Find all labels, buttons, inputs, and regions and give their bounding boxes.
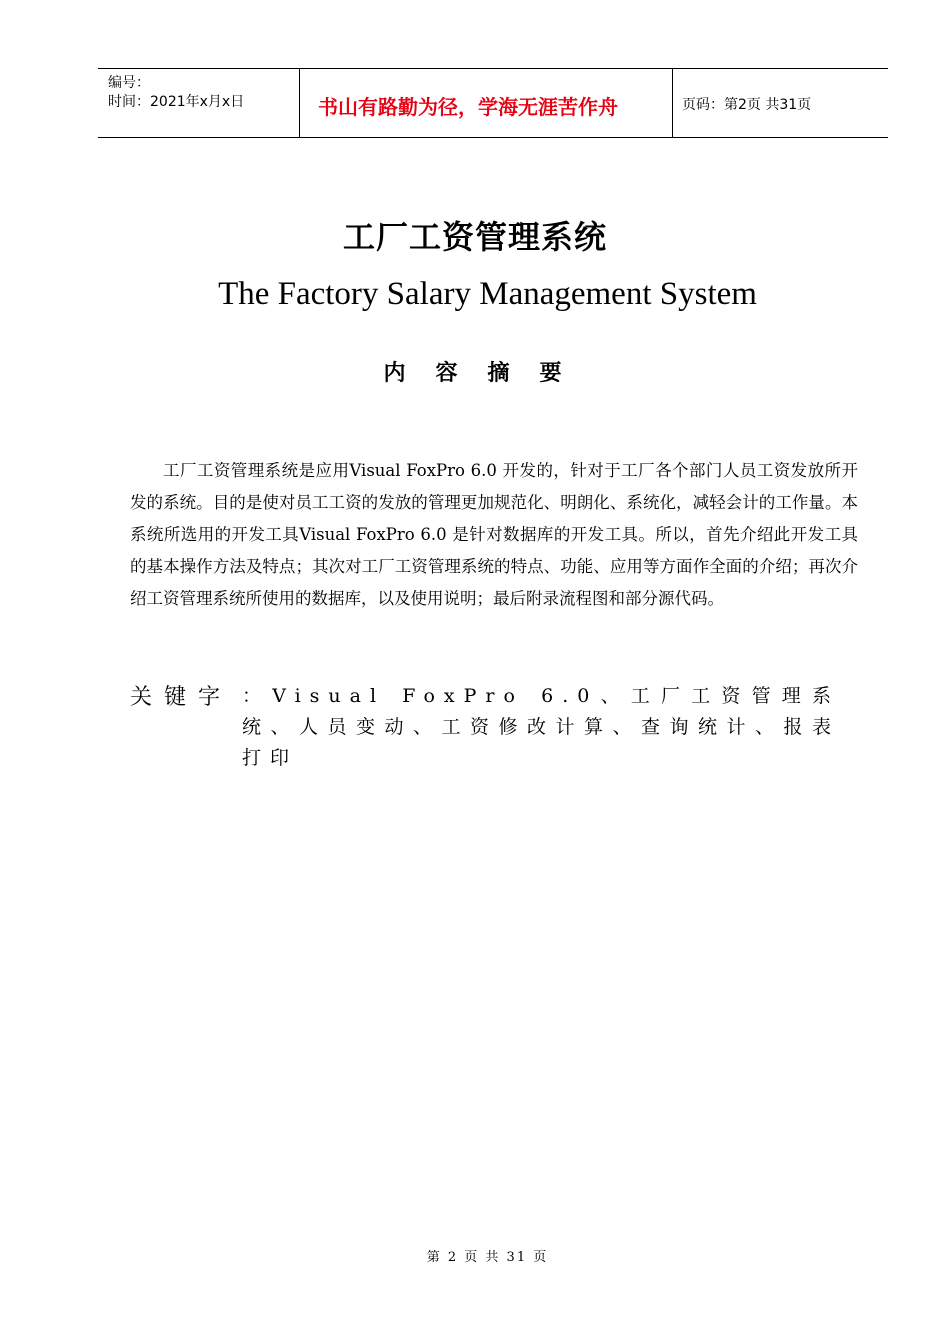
number-label: 编号： [108,75,150,91]
header-meta-cell [98,69,300,137]
abstract-heading: 内容摘要 [383,361,592,386]
motto-text: 书山有路勤为径，学海无涯苦作舟 [318,95,618,119]
keywords-label: 关键字 [130,685,233,710]
page-header [98,68,888,138]
page-info: 页码：第2页 共31页 [682,97,812,113]
abstract-body: 工厂工资管理系统是应用Visual FoxPro 6.0 开发的，针对于工厂各个部门人员工资发放所开发的系统。目的是使对员工工资的发放的管理更加规范化、明朗化、系统化，减轻会计的工作量。本系统所选用的开发工具Visual FoxPro 6.0 是针对数据库的开发工具。所以，首先介绍此开发工具的基本操作方法及特点；其次对工厂工资管理系统的特点、功能、应用等方面作全面的介绍；再次介绍工资管理系统所使用的数据库，以及使用说明；最后附录流程图和部分源代码。 [130,461,858,608]
header-motto-cell [300,69,673,137]
title-chinese: 工厂工资管理系统 [342,218,607,256]
keywords-text: ：Visual FoxPro 6.0、工厂工资管理系统、人员变动、工资修改计算、查询统计、报表打印 [242,685,840,769]
time-label: 时间：2021年x月x日 [108,94,245,110]
title-english: The Factory Salary Management System [218,276,757,312]
header-page-cell [673,69,888,137]
page-footer: 第 2 页 共 31 页 [426,1250,549,1265]
